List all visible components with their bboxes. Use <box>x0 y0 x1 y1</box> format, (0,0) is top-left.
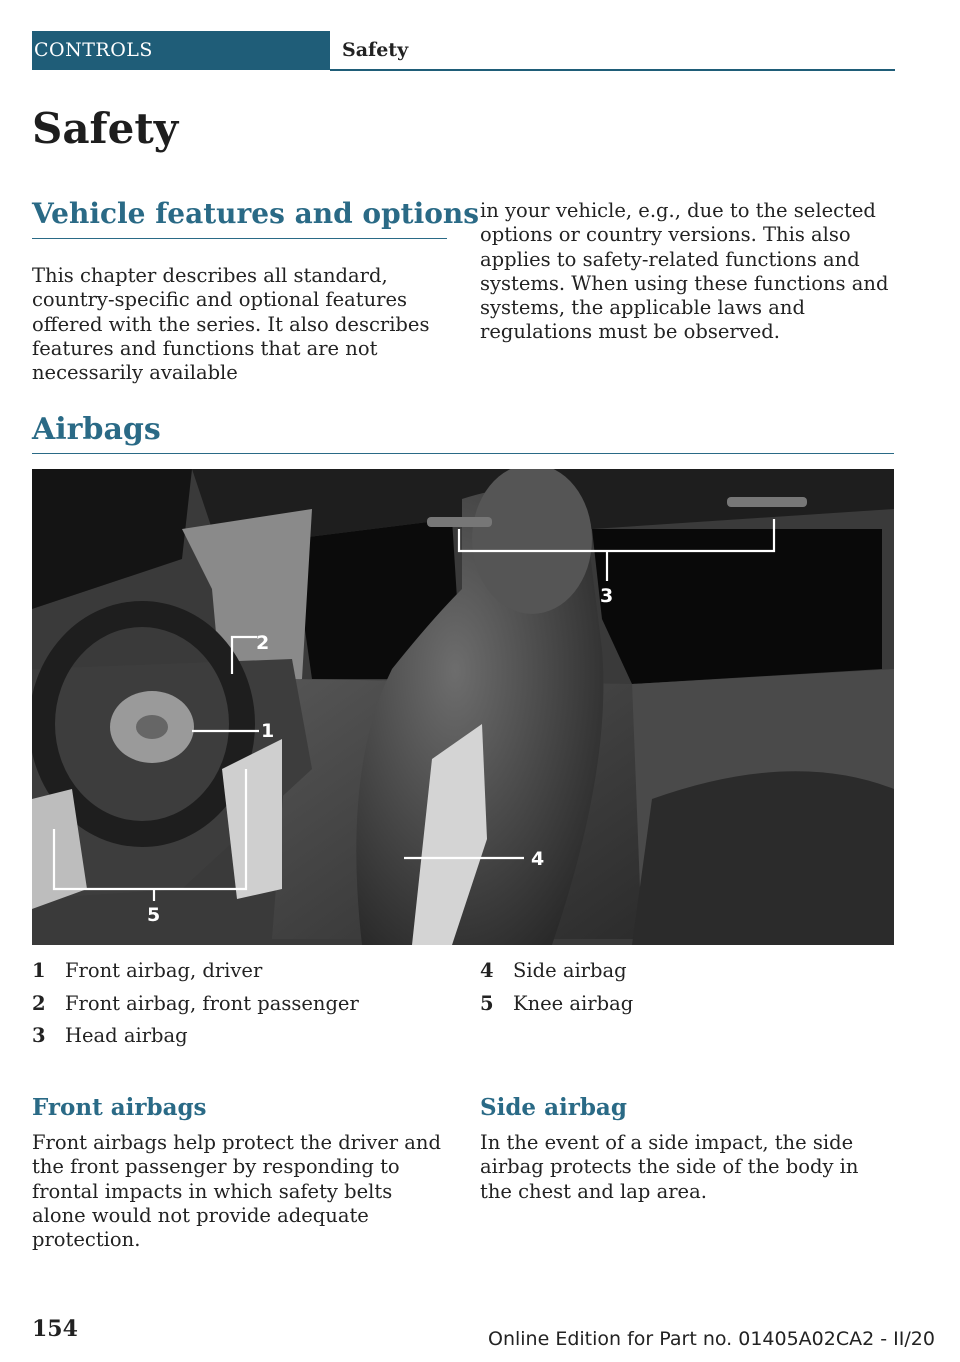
legend-label: Knee airbag <box>513 991 634 1015</box>
legend-number: 5 <box>480 991 494 1015</box>
legend-number: 3 <box>32 1024 46 1047</box>
header-rule <box>330 69 895 71</box>
edition-footer: Online Edition for Part no. 01405A02CA2 - II/20 <box>488 1328 935 1350</box>
legend-number: 1 <box>32 959 46 982</box>
legend-left <box>32 955 359 1053</box>
side-airbag-heading: Side airbag <box>480 1094 627 1121</box>
vehicle-features-rule <box>32 238 447 239</box>
callout-1: 1 <box>261 720 275 742</box>
vehicle-features-heading: Vehicle features and options <box>32 197 480 230</box>
vehicle-features-col1: This chapter describes all standard, country-specific and optional features offered with the series. It also describes features and functions that are not necessarily available <box>32 264 430 385</box>
page-number: 154 <box>32 1316 78 1342</box>
legend-item <box>32 988 359 1021</box>
callout-5: 5 <box>147 904 161 926</box>
callout-4: 4 <box>531 848 545 870</box>
airbags-heading: Airbags <box>32 412 161 447</box>
airbags-rule <box>32 453 894 454</box>
legend-item <box>480 955 633 988</box>
running-header <box>32 31 895 71</box>
airbag-locations-photo <box>32 469 894 945</box>
legend-item <box>480 988 633 1021</box>
legend-label: Front airbag, front passenger <box>65 991 359 1015</box>
legend-item <box>32 1020 359 1053</box>
topic-label: Safety <box>342 39 409 61</box>
callout-2: 2 <box>256 632 270 654</box>
callout-3: 3 <box>600 585 614 607</box>
front-airbags-heading: Front airbags <box>32 1094 207 1121</box>
legend-label: Front airbag, driver <box>65 959 263 982</box>
side-airbag-text: In the event of a side impact, the side airbag protects the side of the body in the chest and lap area. <box>480 1131 859 1203</box>
legend-label: Side airbag <box>513 959 627 982</box>
front-airbags-text: Front airbags help protect the driver and the front passenger by responding to frontal impacts in which safety belts alone would not provide adequate protection. <box>32 1131 441 1252</box>
legend-number: 4 <box>480 959 494 982</box>
legend-label: Head airbag <box>65 1024 188 1047</box>
legend-number: 2 <box>32 991 46 1015</box>
vehicle-features-col2: in your vehicle, e.g., due to the selected options or country versions. This also applies to safety-related functions and systems. When using these functions and systems, the applicable laws and regulations must be observed. <box>480 199 889 344</box>
legend-right <box>480 955 633 1020</box>
page-title: Safety <box>32 104 179 153</box>
legend-item <box>32 955 359 988</box>
section-tab: CONTROLS <box>32 31 330 70</box>
